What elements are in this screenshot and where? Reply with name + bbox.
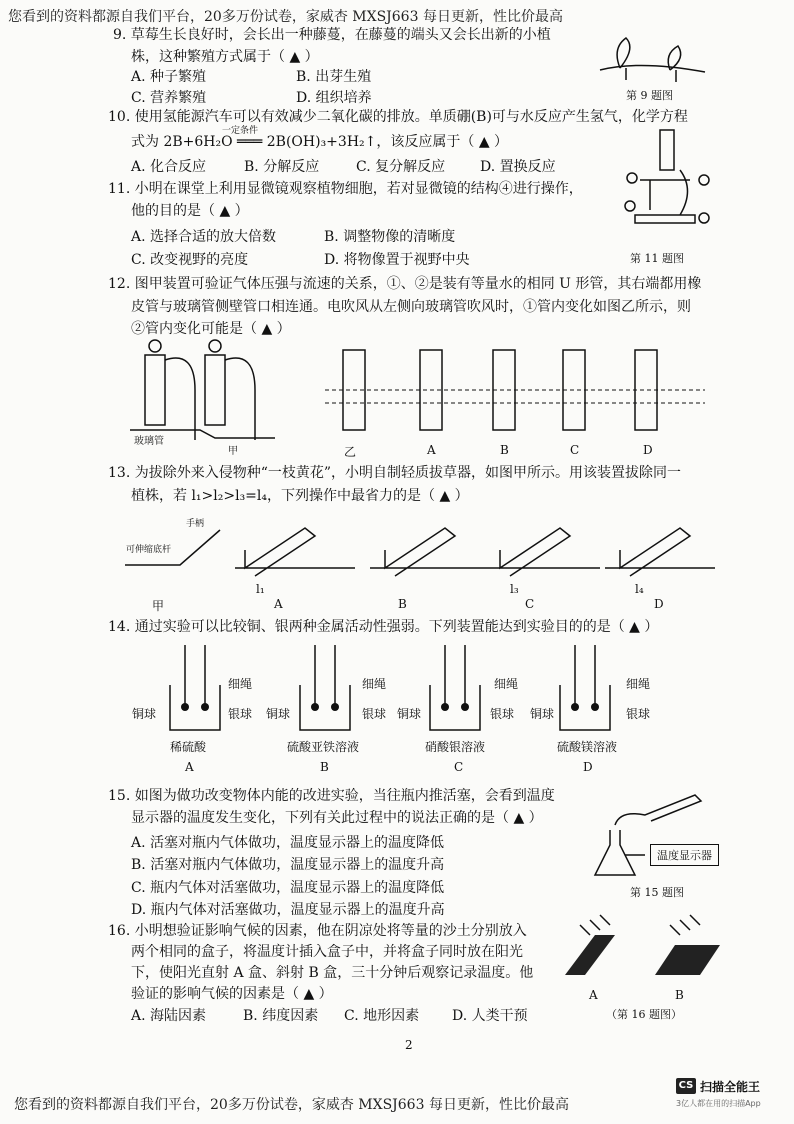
microscope-figure [620,120,710,230]
scanner-logo [676,1074,786,1110]
fig16-caption: （第 16 题图） [606,1008,682,1021]
strawberry-figure [600,30,710,85]
q14-line1: 14. 通过实验可以比较铜、银两种金属活动性强弱。下列装置能达到实验目的的是（ ▲ ） [108,619,659,635]
fig16-a-label: A [589,988,598,1002]
q9-opt-d: D. 组织培养 [296,90,372,106]
thermometer-display-box: 温度显示器 [650,844,719,866]
q9-opt-b: B. 出芽生殖 [296,69,372,85]
copper-label-b: 铜球 [266,707,291,721]
solution-c: 硝酸银溶液 [425,740,486,754]
fig12-opt-c-label: C [570,443,580,457]
silver-label-b: 银球 [362,707,387,721]
q10-line2: 式为 2B+6H₂O ═══ 2B(OH)₃+3H₂↑，该反应属于（ ▲ ） [131,134,509,150]
q13-line2: 植株，若 l₁>l₂>l₃=l₄，下列操作中最省力的是（ ▲ ） [131,488,469,504]
q12-line2: 皮管与玻璃管侧壁管口相连通。电吹风从左侧向玻璃管吹风时，①管内变化如图乙所示，则 [131,299,691,315]
watermark-top: 您看到的资料都源自我们平台，20多万份试卷，家威杏 MXSJ663 每日更新，性比价最高 [8,9,563,25]
fig12-yi-label: 乙 [344,445,357,459]
q12-line3: ②管内变化可能是（ ▲ ） [131,321,291,337]
fig13-opt-d-label: D [654,597,664,611]
q16-opt-c: C. 地形因素 [344,1008,420,1024]
q15-line1: 15. 如图为做功改变物体内能的改进实验，当往瓶内推活塞，会看到温度 [108,788,555,804]
fig12-jia-label: 甲 [228,446,238,457]
solution-b: 硫酸亚铁溶液 [287,740,360,754]
q11-line1: 11. 小明在课堂上利用显微镜观察植物细胞，若对显微镜的结构④进行操作， [108,181,583,197]
fig13-opt-b-label: B [398,597,407,611]
fig11-caption: 第 11 题图 [630,252,684,265]
page-number: 2 [405,1038,413,1052]
fig12-opt-b-label: B [500,443,509,457]
fig12-opt-d-label: D [643,443,653,457]
q16-opt-d: D. 人类干预 [452,1008,528,1024]
q12-line1: 12. 图甲装置可验证气体压强与流速的关系，①、②是装有等量水的相同 U 形管，其右端都用橡 [108,276,702,292]
q16-opt-b: B. 纬度因素 [243,1008,319,1024]
scanner-brand: 扫描全能王 [700,1080,761,1094]
u-tube-apparatus-figure [130,340,280,445]
string-label-d: 细绳 [626,677,651,691]
fig13-l3: l₃ [510,582,519,596]
fig14-opt-c-label: C [454,760,464,774]
q9-opt-c: C. 营养繁殖 [131,90,207,106]
copper-label-c: 铜球 [397,707,422,721]
solution-d: 硫酸镁溶液 [557,740,618,754]
fig12-opt-a-label: A [427,443,436,457]
base-rod-label: 可伸缩底杆 [126,545,172,555]
fig13-jia-label: 甲 [152,599,165,613]
q16-line2: 两个相同的盒子，将温度计插入盒子中，并将盒子同时放在阳光 [131,944,523,960]
silver-label-c: 银球 [490,707,515,721]
q16-line4: 验证的影响气候的因素是（ ▲ ） [131,986,333,1002]
q9-opt-a: A. 种子繁殖 [131,69,207,85]
q16-line1: 16. 小明想验证影响气候的因素，他在阴凉处将等量的沙土分别放入 [108,923,527,939]
fig14-opt-d-label: D [583,760,593,774]
fig14-opt-b-label: B [320,760,329,774]
string-label-c: 细绳 [494,677,519,691]
q11-opt-b: B. 调整物像的清晰度 [324,229,456,245]
q10-opt-c: C. 复分解反应 [356,159,446,175]
q10-opt-b: B. 分解反应 [244,159,320,175]
copper-label-a: 铜球 [132,707,157,721]
fig15-caption: 第 15 题图 [630,886,684,899]
fig13-opt-c-label: C [525,597,535,611]
q10-opt-a: A. 化合反应 [131,159,207,175]
q15-line2: 显示器的温度发生变化，下列有关此过程中的说法正确的是（ ▲ ） [131,810,543,826]
q10-opt-d: D. 置换反应 [480,159,556,175]
scanner-tagline: 3亿人都在用的扫描App [676,1099,761,1108]
sun-boxes-figure [560,915,720,990]
q15-opt-c: C. 瓶内气体对活塞做功，温度显示器上的温度降低 [131,880,445,896]
handle-label: 手柄 [186,519,205,529]
string-label-b: 细绳 [362,677,387,691]
q11-opt-a: A. 选择合适的放大倍数 [131,229,277,245]
q10-condition: 一定条件 [222,126,259,136]
fig13-l4: l₄ [635,582,644,596]
q11-opt-c: C. 改变视野的亮度 [131,252,249,268]
lever-weeder-figure [125,510,715,585]
q10-line1: 10. 使用氢能源汽车可以有效减少二氧化碳的排放。单质硼(B)可与水反应产生氢气，化学方程 [108,109,688,125]
q15-opt-b: B. 活塞对瓶内气体做功，温度显示器上的温度升高 [131,857,445,873]
flask-syringe-figure [590,800,720,880]
fig14-opt-a-label: A [185,760,194,774]
u-tube-options-figure [325,345,705,435]
watermark-bottom: 您看到的资料都源自我们平台，20多万份试卷，家威杏 MXSJ663 每日更新，性比价最高 [14,1097,569,1113]
cs-logo-icon: CS [676,1078,696,1094]
q9-line1: 9. 草莓生长良好时，会长出一种藤蔓，在藤蔓的端头又会长出新的小植 [113,27,551,43]
q16-line3: 下，使阳光直射 A 盒、斜射 B 盒，三十分钟后观察记录温度。他 [131,965,534,981]
q9-line2: 株，这种繁殖方式属于（ ▲ ） [131,49,319,65]
copper-label-d: 铜球 [530,707,555,721]
solution-a: 稀硫酸 [170,740,207,754]
q13-line1: 13. 为拔除外来入侵物种“一枝黄花”，小明自制轻质拔草器，如图甲所示。用该装置拔除同一 [108,465,682,481]
silver-label-a: 银球 [228,707,253,721]
q11-line2: 他的目的是（ ▲ ） [131,203,249,219]
q11-opt-d: D. 将物像置于视野中央 [324,252,470,268]
silver-label-d: 银球 [626,707,651,721]
q15-opt-d: D. 瓶内气体对活塞做功，温度显示器上的温度升高 [131,902,445,918]
fig13-opt-a-label: A [274,597,283,611]
string-label-a: 细绳 [228,677,253,691]
fig9-caption: 第 9 题图 [626,89,673,102]
q16-opt-a: A. 海陆因素 [131,1008,207,1024]
glass-tube-label: 玻璃管 [134,436,164,447]
fig13-l1: l₁ [256,582,265,596]
fig16-b-label: B [675,988,684,1002]
q15-opt-a: A. 活塞对瓶内气体做功，温度显示器上的温度降低 [131,835,445,851]
